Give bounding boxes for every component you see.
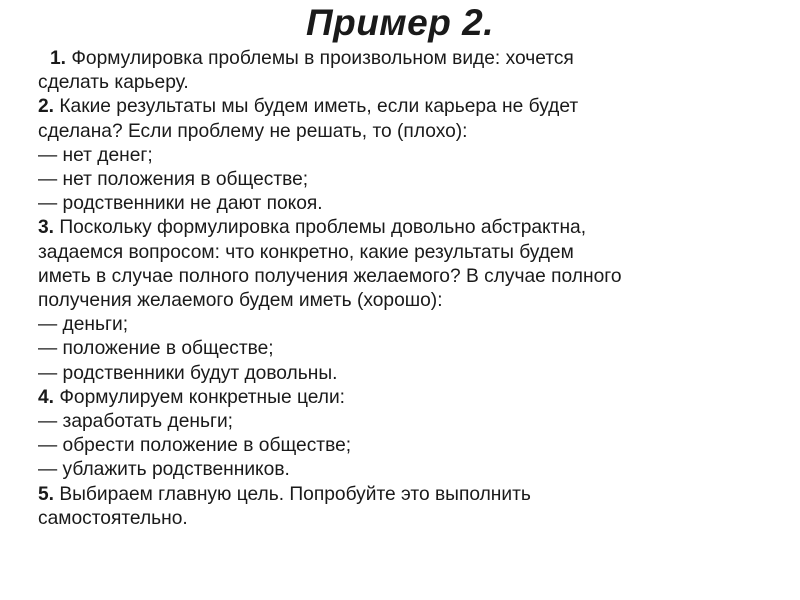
text-line	[38, 192, 788, 216]
text-line	[38, 362, 788, 386]
step-number: 1.	[50, 48, 67, 69]
line-text: — обрести положение в обществе;	[38, 435, 352, 457]
slide-title: Пример 2.	[305, 2, 494, 43]
text-line	[38, 289, 788, 313]
text-line	[38, 265, 788, 289]
line-text: — положение в обществе;	[38, 338, 274, 360]
text-line	[38, 47, 788, 71]
text-line	[38, 410, 788, 434]
line-text: Формулируем конкретные цели:	[54, 386, 346, 408]
text-line	[38, 483, 788, 507]
text-line	[38, 386, 788, 410]
line-text: — родственники будут довольны.	[38, 362, 338, 384]
slide-body	[38, 47, 788, 531]
text-line	[38, 95, 788, 119]
line-text: — родственники не дают покоя.	[38, 193, 323, 215]
text-line	[38, 507, 788, 531]
line-text: сделана? Если проблему не решать, то (плохо):	[38, 120, 468, 142]
step-number: 3.	[38, 217, 55, 239]
line-text: — нет положения в обществе;	[38, 169, 309, 191]
text-line	[38, 337, 788, 361]
text-line	[38, 458, 788, 482]
text-line	[38, 144, 788, 168]
text-line	[38, 71, 788, 95]
line-text: иметь в случае полного получения желаемого? В случае полного	[38, 265, 622, 287]
line-text: Выбираем главную цель. Попробуйте это выполнить	[54, 483, 531, 505]
line-text: Формулировка проблемы в произвольном виде: хочется	[66, 48, 574, 69]
text-line	[38, 120, 788, 144]
line-text: сделать карьеру.	[38, 72, 189, 94]
line-text: — деньги;	[38, 314, 129, 336]
line-text: Какие результаты мы будем иметь, если карьера не будет	[54, 96, 579, 118]
line-text: задаемся вопросом: что конкретно, какие результаты будем	[38, 241, 574, 263]
text-line	[38, 313, 788, 337]
line-text: самостоятельно.	[38, 507, 188, 529]
line-text: — нет денег;	[38, 144, 153, 166]
step-number: 5.	[38, 483, 55, 505]
step-number: 2.	[38, 96, 55, 118]
text-line	[38, 241, 788, 265]
line-text: получения желаемого будем иметь (хорошо):	[38, 290, 443, 312]
text-line	[38, 434, 788, 458]
line-text: — заработать деньги;	[38, 411, 234, 433]
text-line	[38, 168, 788, 192]
line-text: Поскольку формулировка проблемы довольно абстрактна,	[54, 217, 587, 239]
step-number: 4.	[38, 386, 55, 408]
line-text: — ублажить родственников.	[38, 459, 290, 481]
text-line	[38, 216, 788, 240]
